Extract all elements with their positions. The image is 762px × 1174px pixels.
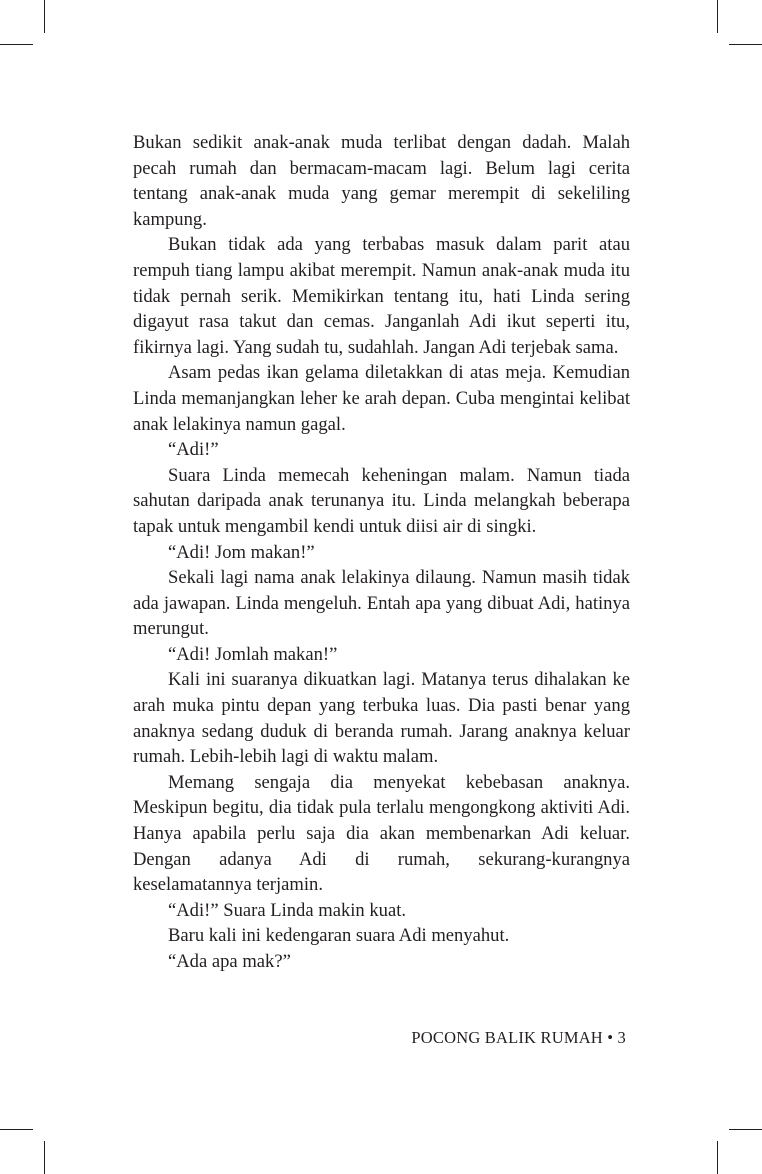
paragraph-9: Kali ini suaranya dikuatkan lagi. Matanya terus dihalakan ke arah muka pintu depan yang terbuka luas. Dia pasti benar yang anaknya sedang duduk di beranda rumah. Jarang anaknya keluar rumah. Lebih-lebih lagi di waktu malam. (133, 669, 630, 768)
crop-mark-bottom-right-vertical (717, 1141, 718, 1174)
paragraph-1: Bukan sedikit anak-anak muda terlibat dengan dadah. Malah pecah rumah dan bermacam-macam lagi. Belum lagi cerita tentang anak-anak muda yang gemar merempit di sekeliling kampung. (133, 132, 630, 230)
dialogue-ada-apa-mak: “Ada apa mak?” (168, 951, 291, 972)
running-footer: POCONG BALIK RUMAH • 3 (411, 1028, 626, 1047)
dialogue-jomlah-makan: “Adi! Jomlah makan!” (168, 643, 338, 665)
paragraph-3: Asam pedas ikan gelama diletakkan di atas meja. Kemudian Linda memanjangkan leher ke arah depan. Cuba mengintai kelibat anak lelakinya namun gagal. (133, 362, 630, 435)
crop-mark-bottom-left-horizontal (0, 1129, 33, 1130)
paragraph-12: Baru kali ini kedengaran suara Adi menyahut. (168, 925, 510, 947)
dialogue-adi-louder: “Adi!” Suara Linda makin kuat. (168, 899, 407, 921)
crop-mark-bottom-right-horizontal (729, 1129, 762, 1130)
paragraph-10: Memang sengaja dia menyekat kebebasan anaknya. Meskipun begitu, dia tidak pula terlalu mengongkong aktiviti Adi. Hanya apabila perlu saja dia akan membenarkan Adi keluar. Dengan adanya Adi di rumah, sekurang-kurangnya keselamatannya terjamin. (133, 771, 630, 896)
crop-mark-top-right-vertical (717, 0, 718, 33)
paragraph-2: Bukan tidak ada yang terbabas masuk dalam parit atau rempuh tiang lampu akibat merempit. Namun anak-anak muda itu tidak pernah serik. Memikirkan tentang itu, hati Linda sering digayut rasa takut dan cemas. Janganlah Adi ikut seperti itu, fikirnya lagi. Yang sudah tu, sudahlah. Jangan Adi terjebak sama. (133, 234, 630, 358)
crop-mark-top-right-horizontal (729, 44, 762, 45)
paragraph-5: Suara Linda memecah keheningan malam. Namun tiada sahutan daripada anak terunanya itu. Linda melangkah beberapa tapak untuk mengambil kendi untuk diisi air di singki. (133, 464, 630, 537)
crop-mark-top-left-vertical (44, 0, 45, 33)
crop-mark-top-left-horizontal (0, 44, 33, 45)
paragraph-7: Sekali lagi nama anak lelakinya dilaung. Namun masih tidak ada jawapan. Linda mengeluh. Entah apa yang dibuat Adi, hatinya merungut. (133, 567, 630, 640)
body-text (133, 130, 630, 975)
crop-mark-bottom-left-vertical (44, 1141, 45, 1174)
dialogue-adi: “Adi!” (168, 439, 219, 461)
dialogue-jom-makan: “Adi! Jom makan!” (168, 541, 315, 563)
